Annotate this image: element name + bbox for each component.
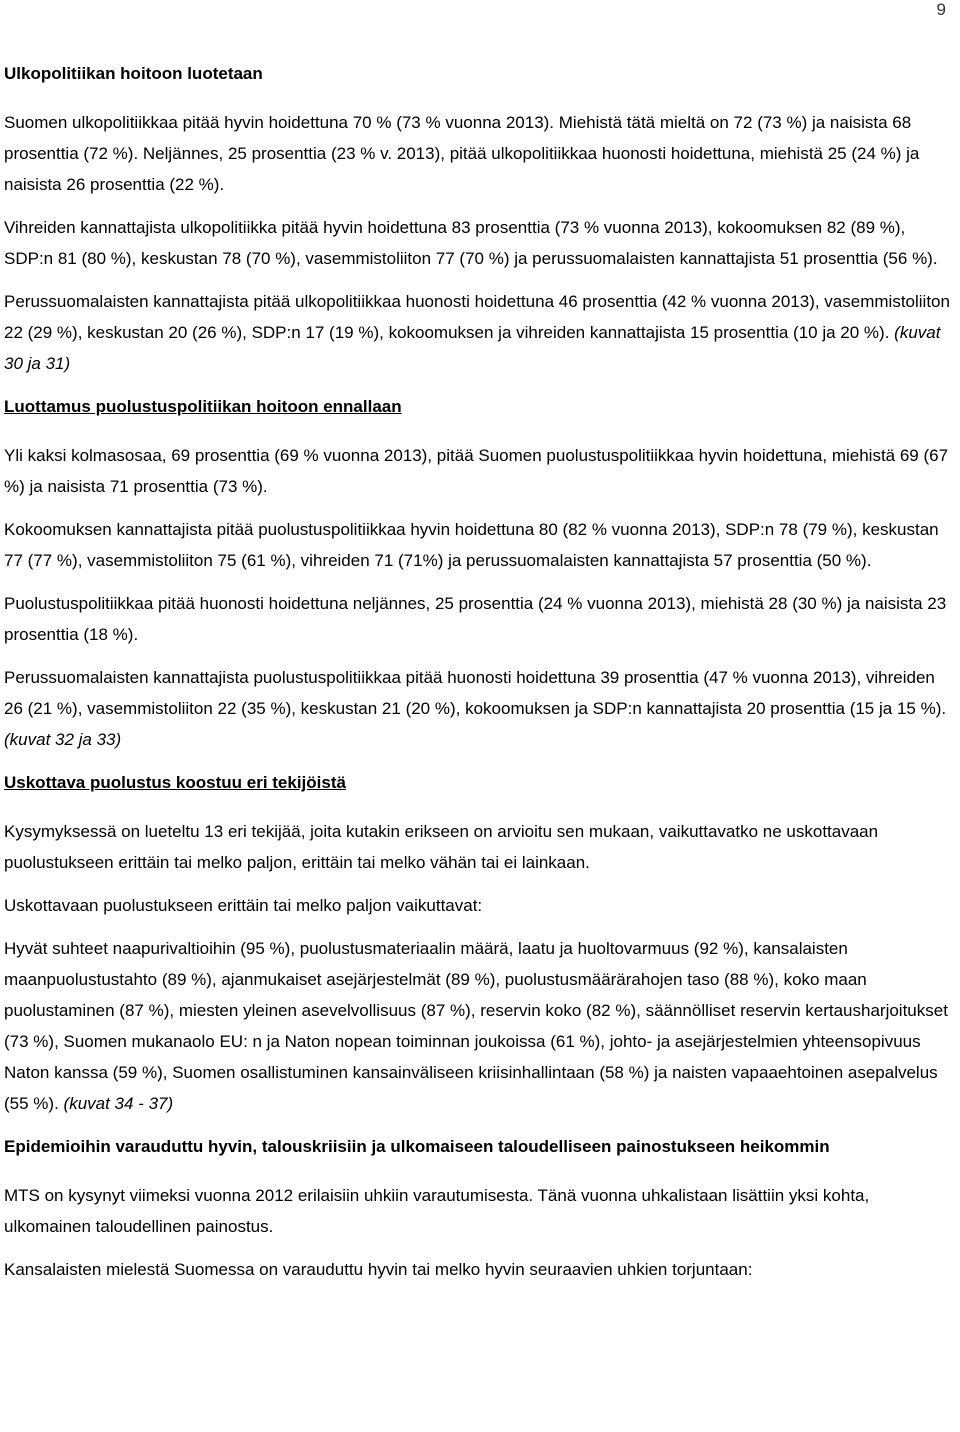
page-number: 9 bbox=[936, 0, 946, 19]
paragraph: Kokoomuksen kannattajista pitää puolustuspolitiikkaa hyvin hoidettuna 80 (82 % vuonna 2013), SDP:n 78 (79 %), keskustan 77 (77 %), vasemmistoliiton 75 (61 %), vihreiden 71 (71%) ja perussuomalaisten kannattajista 57 prosenttia (50 %). bbox=[4, 520, 939, 570]
paragraph: Kansalaisten mielestä Suomessa on varauduttu hyvin tai melko hyvin seuraavien uhkien torjuntaan: bbox=[4, 1260, 753, 1279]
section-heading-preparedness: Epidemioihin varauduttu hyvin, talouskriisiin ja ulkomaiseen taloudelliseen painostukseen heikommin bbox=[4, 1137, 830, 1156]
figure-reference: (kuvat 30 ja 31) bbox=[4, 323, 941, 373]
section-heading-foreign-policy: Ulkopolitiikan hoitoon luotetaan bbox=[4, 64, 263, 83]
paragraph bbox=[4, 933, 956, 1119]
paragraph bbox=[4, 286, 956, 379]
figure-reference: (kuvat 32 ja 33) bbox=[4, 730, 122, 749]
paragraph: Suomen ulkopolitiikkaa pitää hyvin hoidettuna 70 % (73 % vuonna 2013). Miehistä tätä mieltä on 72 (73 %) ja naisista 68 prosenttia (72 %). Neljännes, 25 prosenttia (23 % v. 2013), pitää ulkopolitiikkaa huonosti hoidettuna, miehistä 25 (24 %) ja naisista 26 prosenttia (22 %). bbox=[4, 113, 920, 194]
paragraph: Kysymyksessä on lueteltu 13 eri tekijää, joita kutakin erikseen on arvioitu sen mukaan, vaikuttavatko ne uskottavaan puolustukseen erittäin tai melko paljon, erittäin tai melko vähän tai ei lainkaan. bbox=[4, 822, 879, 872]
paragraph: Uskottavaan puolustukseen erittäin tai melko paljon vaikuttavat: bbox=[4, 896, 483, 915]
paragraph-text: Perussuomalaisten kannattajista puolustuspolitiikkaa pitää huonosti hoidettuna 39 prosenttia (47 % vuonna 2013), vihreiden 26 (21 %), vasemmistoliiton 22 (35 %), keskustan 21 (20 %), kokoomuksen ja SDP:n kannattajista 20 prosenttia (15 ja 15 %). bbox=[4, 668, 947, 718]
paragraph: Yli kaksi kolmasosaa, 69 prosenttia (69 % vuonna 2013), pitää Suomen puolustuspolitiikkaa hyvin hoidettuna, miehistä 69 (67 %) ja naisista 71 prosenttia (73 %). bbox=[4, 446, 949, 496]
paragraph bbox=[4, 662, 956, 755]
paragraph-text: Hyvät suhteet naapurivaltioihin (95 %), puolustusmateriaalin määrä, laatu ja huoltovarmuus (92 %), kansalaisten maanpuolustustahto (89 %), ajanmukaiset asejärjestelmät (89 %), puolustusmäärärahojen taso (88 %), koko maan puolustaminen (87 %), miesten yleinen asevelvollisuus (87 %), reservin koko (82 %), säännölliset reservin kertausharjoitukset (73 %), Suomen mukanaolo EU: n ja Naton nopean toiminnan joukoissa (61 %), johto- ja asejärjestelmien yhteensopivuus Naton kanssa (59 %), Suomen osallistuminen kansainväliseen kriisinhallintaan (58 %) ja naisten vapaaehtoinen asepalvelus (55 %). bbox=[4, 939, 948, 1113]
paragraph-text: Perussuomalaisten kannattajista pitää ulkopolitiikkaa huonosti hoidettuna 46 prosenttia (42 % vuonna 2013), vasemmistoliiton 22 (29 %), keskustan 20 (26 %), SDP:n 17 (19 %), kokoomuksen ja vihreiden kannattajista 15 prosenttia (10 ja 20 %). bbox=[4, 292, 950, 342]
section-heading-defence-policy: Luottamus puolustuspolitiikan hoitoon ennallaan bbox=[4, 397, 402, 416]
section-heading-credible-defence: Uskottava puolustus koostuu eri tekijöistä bbox=[4, 773, 346, 792]
paragraph: MTS on kysynyt viimeksi vuonna 2012 erilaisiin uhkiin varautumisesta. Tänä vuonna uhkalistaan lisättiin yksi kohta, ulkomainen taloudellinen painostus. bbox=[4, 1186, 870, 1236]
paragraph: Vihreiden kannattajista ulkopolitiikka pitää hyvin hoidettuna 83 prosenttia (73 % vuonna 2013), kokoomuksen 82 (89 %), SDP:n 81 (80 %), keskustan 78 (70 %), vasemmistoliiton 77 (70 %) ja perussuomalaisten kannattajista 51 prosenttia (56 %). bbox=[4, 218, 938, 268]
paragraph: Puolustuspolitiikkaa pitää huonosti hoidettuna neljännes, 25 prosenttia (24 % vuonna 2013), miehistä 28 (30 %) ja naisista 23 prosenttia (18 %). bbox=[4, 594, 947, 644]
document-body bbox=[4, 58, 956, 1297]
figure-reference: (kuvat 34 - 37) bbox=[63, 1094, 174, 1113]
